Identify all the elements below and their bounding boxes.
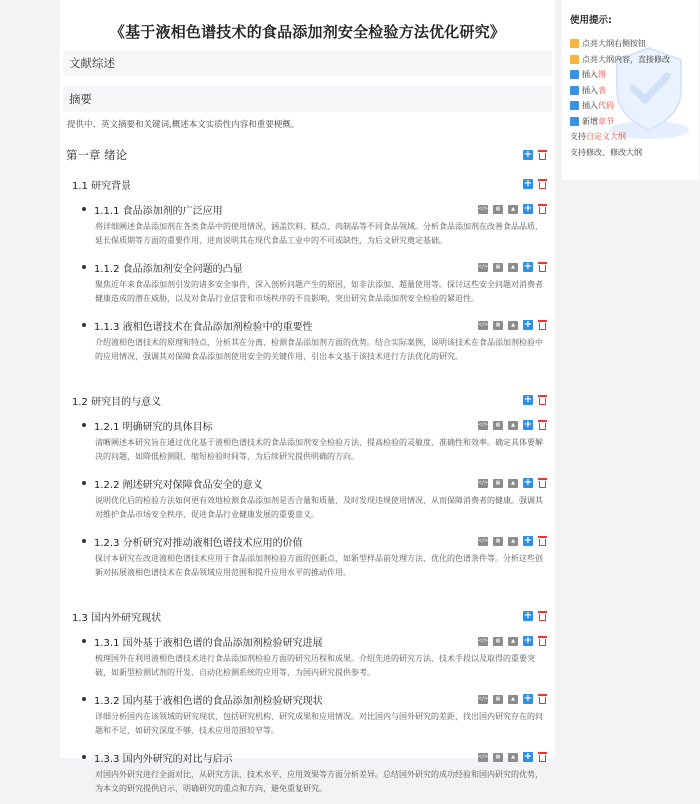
add-icon [570, 117, 579, 126]
bullet-icon [82, 697, 86, 701]
table-icon[interactable]: ▦ [493, 637, 503, 646]
subsection-title: 1.2.1 明确研究的具体目标 [94, 421, 213, 433]
add-icon[interactable]: + [523, 535, 533, 546]
section-title: 1.3 国内外研究现状 [72, 612, 162, 624]
image-icon[interactable]: ▲ [508, 205, 518, 214]
bullet-icon [82, 323, 86, 327]
hand-pointer-icon [570, 39, 579, 48]
subsection-description: 梳理国外在利用液相色谱技术进行食品添加剂检验方面的研究历程和成果。介绍先进的研究方法、技术手段以及取得的重要突破，如新型检测试剂的开发、自动化检测系统的应用等，为国内研究提供参考。 [95, 654, 535, 677]
subsection-title: 1.3.1 国外基于液相色谱的食品添加剂检验研究进展 [94, 637, 323, 649]
subsection-heading[interactable] [60, 630, 555, 652]
image-icon[interactable]: ▲ [508, 537, 518, 546]
subsection-title: 1.1.2 食品添加剂安全问题的凸显 [94, 263, 243, 275]
image-icon [570, 70, 579, 79]
tip-item: 点亮大纲右侧按钮 [570, 36, 699, 52]
subsection-description: 探讨本研究在改进液相色谱技术应用于食品添加剂检验方面的创新点，如新型样品前处理方法、优化的色谱条件等。分析这些创新对拓展液相色谱技术在食品领域应用范围和提升应用水平的推动作用。 [95, 554, 543, 577]
subsection-description: 清晰阐述本研究旨在通过优化基于液相色谱技术的食品添加剂安全检验方法，提高检验的灵敏度、准确性和效率。确定具体要解决的问题，如降低检测限、缩短检验时间等，为后续研究提供明确的方向。 [95, 438, 543, 461]
table-icon[interactable]: ▦ [493, 753, 503, 762]
literature-review-heading[interactable]: 文献综述 [63, 50, 552, 76]
add-icon[interactable]: + [523, 261, 533, 272]
image-icon[interactable]: ▲ [508, 753, 518, 762]
trash-icon[interactable] [538, 395, 547, 405]
subsection-heading[interactable] [60, 256, 555, 278]
tip-item: 支持 自定义大纲 [570, 132, 626, 142]
tip-item: 插入 代码 [570, 98, 699, 114]
bullet-icon [82, 639, 86, 643]
trash-icon[interactable] [538, 536, 547, 546]
bullet-icon [82, 207, 86, 211]
code-icon[interactable]: </> [478, 637, 489, 644]
section-1-1-heading[interactable] [60, 170, 555, 198]
tip-item: 点亮大纲内容，直接修改 [570, 52, 699, 68]
bullet-icon [82, 755, 86, 759]
subsection-description: 将详细阐述食品添加剂在各类食品中的使用情况，涵盖饮料、糕点、肉制品等不同食品领域。分析食品添加剂在改善食品品质、延长保质期等方面的重要作用，进而说明其在现代食品工业中的不可或缺性，为后文研究奠定基础。 [95, 222, 543, 245]
subsection-title: 1.3.2 国内基于液相色谱的食品添加剂检验研究现状 [94, 695, 323, 707]
add-icon[interactable]: + [523, 751, 533, 762]
subsection-title: 1.2.2 阐述研究对保障食品安全的意义 [94, 479, 263, 491]
bullet-icon [82, 423, 86, 427]
trash-icon[interactable] [538, 611, 547, 621]
table-icon[interactable]: ▦ [493, 537, 503, 546]
add-icon[interactable]: + [523, 149, 533, 160]
add-icon[interactable]: + [523, 419, 533, 430]
chapter-1-title: 第一章 绪论 [66, 148, 128, 162]
table-icon[interactable]: ▦ [493, 479, 503, 488]
subsection-title: 1.3.3 国内外研究的对比与启示 [94, 753, 233, 765]
bullet-icon [82, 481, 86, 485]
subsection-heading[interactable] [60, 314, 555, 336]
table-icon [570, 86, 579, 95]
table-icon[interactable]: ▦ [493, 205, 503, 214]
code-icon[interactable]: </> [478, 321, 489, 328]
tip-item: 支持修改、修改大纲 [570, 147, 642, 157]
add-icon[interactable]: + [523, 693, 533, 704]
trash-icon[interactable] [538, 262, 547, 272]
code-icon[interactable]: </> [478, 263, 489, 270]
tips-title: 使用提示: [570, 15, 612, 26]
outline-document [60, 0, 555, 793]
subsection-description: 聚焦近年来食品添加剂引发的诸多安全事件，深入剖析问题产生的原因，如非法添加、超量使用等。探讨这些安全问题对消费者健康造成的潜在威胁，以及对食品行业信誉和市场秩序的不良影响，突出研究食品添加剂安全检验的紧迫性。 [95, 280, 543, 303]
abstract-heading[interactable]: 摘要 [63, 86, 552, 112]
add-icon[interactable]: + [523, 635, 533, 646]
section-1-2-heading[interactable] [60, 386, 555, 414]
table-icon[interactable]: ▦ [493, 695, 503, 704]
trash-icon[interactable] [538, 320, 547, 330]
code-icon[interactable]: </> [478, 537, 489, 544]
image-icon[interactable]: ▲ [508, 695, 518, 704]
subsection-heading[interactable] [60, 688, 555, 710]
add-icon[interactable]: + [523, 203, 533, 214]
subsection-description: 介绍液相色谱技术的原理和特点，分析其在分离、检测食品添加剂方面的优势。结合实际案例，说明该技术在食品添加剂检验中的应用情况，强调其对保障食品添加剂使用安全的关键作用，引出本文基于该技术进行方法优化的研究。 [95, 338, 543, 361]
table-icon[interactable]: ▦ [493, 421, 503, 430]
image-icon[interactable]: ▲ [508, 421, 518, 430]
code-icon[interactable]: </> [478, 753, 489, 760]
abstract-description: 提供中、英文摘要和关键词,概述本文实质性内容和重要梗概。 [67, 120, 300, 130]
trash-icon[interactable] [538, 150, 547, 160]
image-icon[interactable]: ▲ [508, 263, 518, 272]
subsection-description: 对国内外研究进行全面对比，从研究方法、技术水平、应用效果等方面分析差异。总结国外研究的成功经验和国内研究的优势，为本文的研究提供启示，明确研究的重点和方向，避免重复研究。 [95, 770, 543, 793]
trash-icon[interactable] [538, 694, 547, 704]
subsection-description: 详细分析国内在该领域的研究现状，包括研究机构、研究成果和应用情况。对比国内与国外研究的差距，找出国内研究存在的问题和不足，如研究深度不够、技术应用范围较窄等。 [95, 712, 543, 735]
table-icon[interactable]: ▦ [493, 321, 503, 330]
subsection-heading[interactable] [60, 530, 555, 552]
image-icon[interactable]: ▲ [508, 321, 518, 330]
subsection-description: 说明优化后的检验方法如何更有效地检测食品添加剂是否合量和质量，及时发现违规使用情况，从而保障消费者的健康。强调其对维护食品市场安全秩序、促进食品行业健康发展的重要意义。 [95, 496, 543, 519]
tip-item: 插入 图 [570, 67, 699, 83]
trash-icon[interactable] [538, 478, 547, 488]
trash-icon[interactable] [538, 204, 547, 214]
document-title: 《基于液相色谱技术的食品添加剂安全检验方法优化研究》 [109, 23, 506, 41]
subsection-title: 1.2.3 分析研究对推动液相色谱技术应用的价值 [94, 537, 303, 549]
tip-item: 插入 表 [570, 83, 699, 99]
code-icon[interactable]: </> [478, 421, 489, 428]
code-icon[interactable]: </> [478, 479, 489, 486]
image-icon[interactable]: ▲ [508, 479, 518, 488]
add-icon[interactable]: + [523, 394, 533, 405]
code-icon[interactable]: </> [478, 695, 489, 702]
subsection-title: 1.1.3 液相色谱技术在食品添加剂检验中的重要性 [94, 321, 313, 333]
add-icon[interactable]: + [523, 610, 533, 621]
code-icon[interactable]: </> [478, 205, 489, 212]
bullet-icon [82, 539, 86, 543]
trash-icon[interactable] [538, 752, 547, 762]
image-icon[interactable]: ▲ [508, 637, 518, 646]
hand-pointer-icon [570, 55, 579, 64]
add-icon[interactable]: + [523, 477, 533, 488]
table-icon[interactable]: ▦ [493, 263, 503, 272]
trash-icon[interactable] [538, 179, 547, 189]
subsection-heading[interactable] [60, 746, 555, 768]
section-title: 1.1 研究背景 [72, 180, 132, 192]
subsection-heading[interactable] [60, 472, 555, 494]
trash-icon[interactable] [538, 420, 547, 430]
code-icon [570, 101, 579, 110]
add-icon[interactable]: + [523, 178, 533, 189]
section-title: 1.2 研究目的与意义 [72, 396, 162, 408]
usage-tips-panel [562, 0, 699, 180]
bullet-icon [82, 265, 86, 269]
tip-item: 新增 章节 [570, 114, 699, 130]
chapter-1-heading[interactable] [60, 140, 555, 170]
section-1-3-heading[interactable] [60, 602, 555, 630]
trash-icon[interactable] [538, 636, 547, 646]
subsection-heading[interactable] [60, 414, 555, 436]
add-icon[interactable]: + [523, 319, 533, 330]
subsection-heading[interactable] [60, 198, 555, 220]
subsection-title: 1.1.1 食品添加剂的广泛应用 [94, 205, 223, 217]
